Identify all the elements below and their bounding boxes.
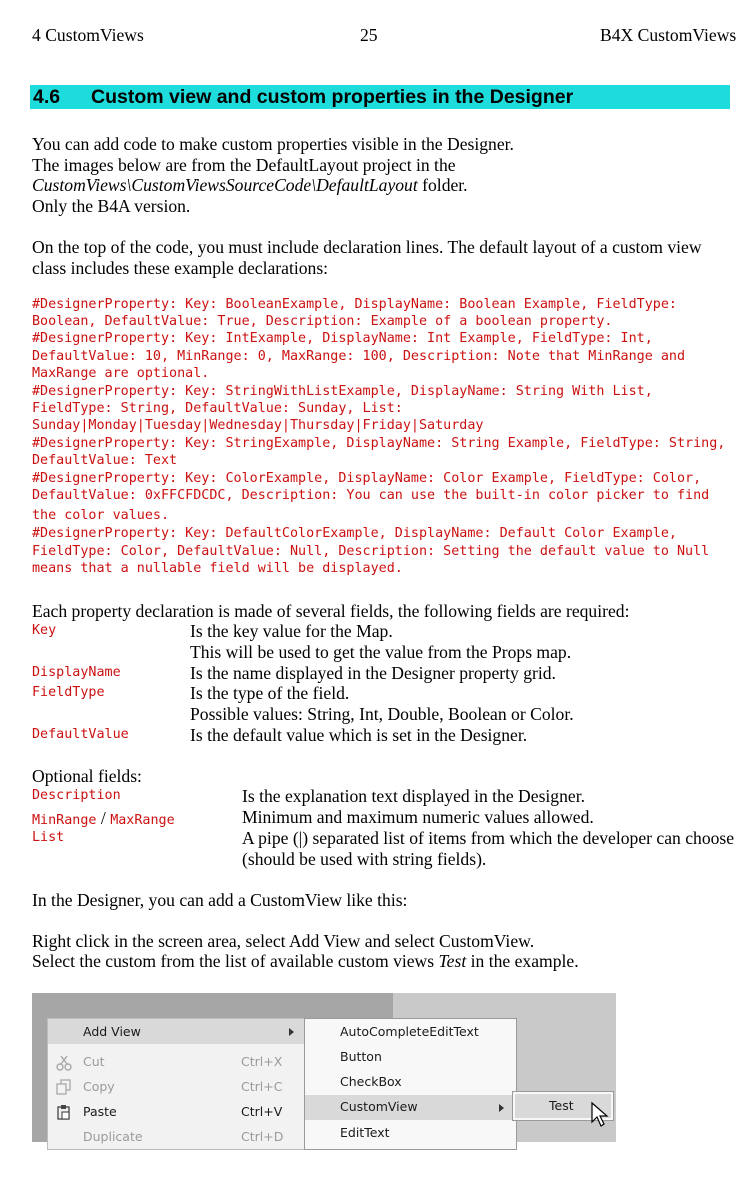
field-name-fieldtype: FieldType <box>32 685 105 700</box>
code-line <box>32 508 169 523</box>
mouse-cursor-icon <box>591 1102 609 1128</box>
declaration-intro-2: class includes these example declarations: <box>32 258 329 278</box>
code-line <box>32 297 677 312</box>
code-text: MaxRange are optional. <box>32 366 210 381</box>
code-text: DefaultValue: 10, MinRange: 0, MaxRange: 100, Description: Note that MinRange and <box>32 349 686 364</box>
code-line <box>32 349 685 364</box>
designer-property-keyword: #DesignerProperty <box>32 297 170 312</box>
code-text: DefaultValue: 0xFFCFDCDC, Description: You can use the built-in color picker to find <box>32 488 710 503</box>
key-description-2: This will be used to get the value from the Props map. <box>190 642 572 662</box>
submenu-item-customview[interactable]: CustomView <box>305 1095 516 1120</box>
submenu-item-edittext[interactable]: EditText <box>340 1125 390 1140</box>
running-header-chapter: 4 CustomViews <box>32 25 144 45</box>
code-line <box>32 561 403 576</box>
code-line <box>32 418 483 433</box>
key-description-1: Is the key value for the Map. <box>190 621 393 641</box>
copy-icon <box>56 1079 72 1095</box>
code-text: DefaultValue: Text <box>32 453 178 468</box>
description-description: Is the explanation text displayed in the Designer. <box>242 786 585 806</box>
add-view-step-2: Select the custom from the list of available custom views Test in the example. <box>32 951 579 971</box>
code-text: : Key: DefaultColorExample, DisplayName: Default Color Example, <box>169 526 677 541</box>
code-text: : Key: ColorExample, DisplayName: Color Example, FieldType: Color, <box>169 471 702 486</box>
page-number: 25 <box>360 25 378 45</box>
range-description: Minimum and maximum numeric values allowed. <box>242 807 594 827</box>
submenu-item-test[interactable]: Test <box>515 1094 611 1118</box>
field-name-defaultvalue: DefaultValue <box>32 727 129 742</box>
code-line <box>32 526 677 541</box>
menu-item-paste[interactable]: Paste Ctrl+V <box>48 1102 306 1127</box>
add-view-step-1: Right click in the screen area, select Add View and select CustomView. <box>32 931 535 951</box>
code-text: : Key: StringExample, DisplayName: String Example, FieldType: String, <box>169 436 726 451</box>
designer-property-keyword: #DesignerProperty <box>32 331 170 346</box>
menu-item-cut[interactable]: Cut Ctrl+X <box>48 1052 306 1077</box>
code-text: : Key: IntExample, DisplayName: Int Example, FieldType: Int, <box>169 331 653 346</box>
field-name-displayname: DisplayName <box>32 665 121 680</box>
field-name-description: Description <box>32 788 121 803</box>
code-text: means that a nullable field will be displayed. <box>32 561 403 576</box>
code-line <box>32 471 701 486</box>
code-line <box>32 436 725 451</box>
menu-item-add-view[interactable]: Add View <box>48 1019 306 1044</box>
intro-line-1: You can add code to make custom properties visible in the Designer. <box>32 134 514 154</box>
designer-property-keyword: #DesignerProperty <box>32 384 170 399</box>
optional-intro: Optional fields: <box>32 766 142 786</box>
section-title: Custom view and custom properties in the Designer <box>91 86 574 108</box>
code-line <box>32 314 612 329</box>
scissors-icon <box>56 1055 72 1071</box>
menu-item-duplicate[interactable]: Duplicate Ctrl+D <box>83 1129 284 1144</box>
list-description-2: (should be used with string fields). <box>242 849 487 869</box>
submenu-arrow-icon <box>289 1028 295 1036</box>
required-intro: Each property declaration is made of several fields, the following fields are required: <box>32 601 630 621</box>
running-header-title: B4X CustomViews <box>600 25 736 45</box>
code-text: : Key: StringWithListExample, DisplayName: String With List, <box>169 384 653 399</box>
intro-line-3: CustomViews\CustomViewsSourceCode\DefaultLayout folder. <box>32 175 468 195</box>
displayname-description: Is the name displayed in the Designer property grid. <box>190 663 556 683</box>
submenu-arrow-icon <box>499 1104 505 1112</box>
paste-icon <box>56 1104 72 1120</box>
code-line <box>32 544 709 559</box>
code-line <box>32 384 653 399</box>
submenu-item-autocompleteedittext[interactable]: AutoCompleteEditText <box>340 1024 479 1039</box>
code-text: Sunday|Monday|Tuesday|Wednesday|Thursday|Friday|Saturday <box>32 418 484 433</box>
code-line <box>32 401 403 416</box>
code-text: Boolean, DefaultValue: True, Description: Example of a boolean property. <box>32 314 613 329</box>
folder-path: CustomViews\CustomViewsSourceCode\DefaultLayout <box>32 175 418 195</box>
code-text: FieldType: Color, DefaultValue: Null, Description: Setting the default value to Null <box>32 544 710 559</box>
code-line <box>32 366 209 381</box>
add-view-intro: In the Designer, you can add a CustomView like this: <box>32 890 408 910</box>
code-line <box>32 453 177 468</box>
designer-property-keyword: #DesignerProperty <box>32 526 170 541</box>
fieldtype-description-1: Is the type of the field. <box>190 683 350 703</box>
field-name-key: Key <box>32 623 57 638</box>
declaration-intro-1: On the top of the code, you must include declaration lines. The default layout of a custom view <box>32 237 702 257</box>
list-description-1: A pipe (|) separated list of items from which the developer can choose <box>242 828 735 848</box>
add-view-submenu <box>304 1018 517 1150</box>
intro-line-4: Only the B4A version. <box>32 196 191 216</box>
submenu-item-checkbox[interactable]: CheckBox <box>340 1074 402 1089</box>
code-text: the color values. <box>32 508 170 523</box>
defaultvalue-description: Is the default value which is set in the Designer. <box>190 725 528 745</box>
code-line <box>32 331 653 346</box>
designer-context-menu-screenshot <box>32 993 616 1142</box>
menu-item-copy[interactable]: Copy Ctrl+C <box>48 1077 306 1102</box>
field-name-list: List <box>32 830 65 845</box>
context-menu <box>47 1018 307 1150</box>
section-number: 4.6 <box>33 86 61 108</box>
field-name-range: MinRange / MaxRange <box>32 808 175 828</box>
designer-property-keyword: #DesignerProperty <box>32 471 170 486</box>
submenu-item-button[interactable]: Button <box>340 1049 382 1064</box>
designer-property-keyword: #DesignerProperty <box>32 436 170 451</box>
code-text: : Key: BooleanExample, DisplayName: Boolean Example, FieldType: <box>169 297 677 312</box>
code-line <box>32 488 709 503</box>
fieldtype-description-2: Possible values: String, Int, Double, Boolean or Color. <box>190 704 574 724</box>
intro-line-2: The images below are from the DefaultLayout project in the <box>32 155 456 175</box>
code-text: FieldType: String, DefaultValue: Sunday, List: <box>32 401 403 416</box>
